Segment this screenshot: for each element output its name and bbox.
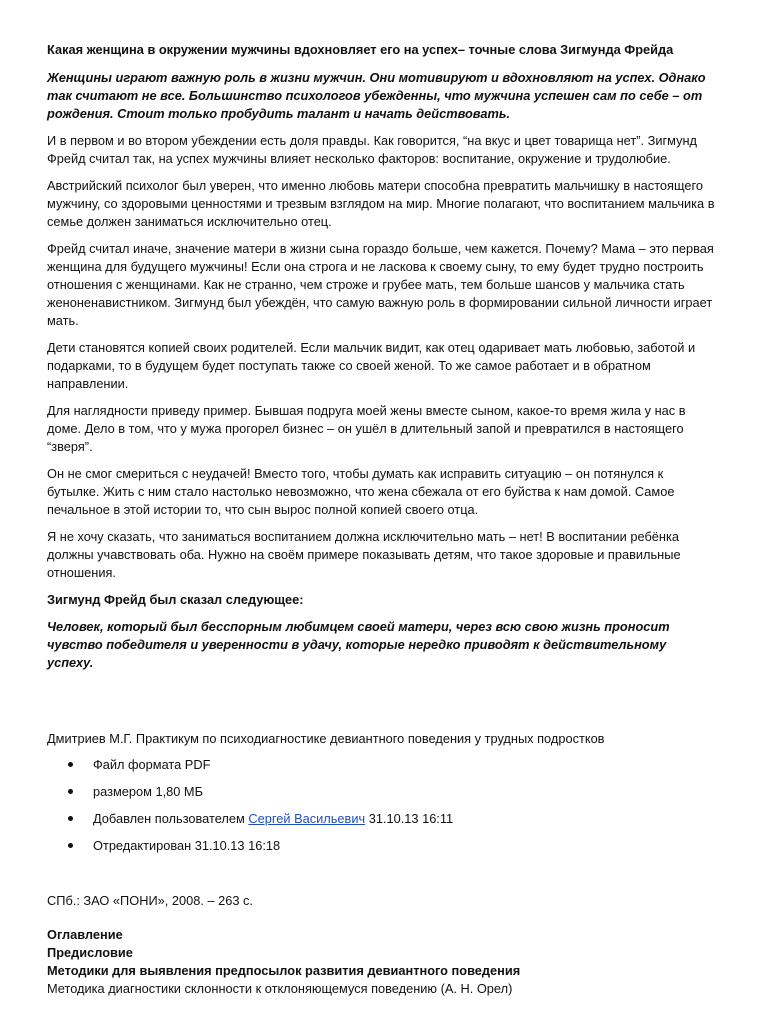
article-paragraph-5: Для наглядности приведу пример. Бывшая подруга моей жены вместе сыном, какое-то время жила у нас в доме. Дело в том, что у мужа прогорел бизнес – он ушёл в длительный запой и превратился в настоящего “зверя”. <box>47 403 686 454</box>
file-info-list <box>47 756 716 855</box>
spacer <box>47 681 716 730</box>
user-profile-link[interactable]: Сергей Васильевич <box>248 811 366 826</box>
toc-item-preface: Предисловие <box>47 945 133 960</box>
toc-heading: Оглавление <box>47 927 123 942</box>
publisher-line: СПб.: ЗАО «ПОНИ», 2008. – 263 с. <box>47 893 253 908</box>
bullet-icon <box>68 816 73 821</box>
file-added-item <box>47 810 716 828</box>
article-lead: Женщины играют важную роль в жизни мужчин. Они мотивируют и вдохновляют на успех. Однако так считают не все. Большинство психологов убежденны, что мужчина успешен сам по себе – от рождения. Стоит только пробудить талант и начать действовать. <box>47 70 706 121</box>
article-title: Какая женщина в окружении мужчины вдохновляет его на успех– точные слова Зигмунда Фрейда <box>47 42 674 57</box>
bullet-icon <box>68 789 73 794</box>
file-added-date: 31.10.13 16:11 <box>368 811 454 826</box>
spacer <box>47 864 716 892</box>
bullet-icon <box>68 843 73 848</box>
file-edited-text: Отредактирован 31.10.13 16:18 <box>93 838 281 853</box>
article-paragraph-4: Дети становятся копией своих родителей. Если мальчик видит, как отец одаривает мать любовью, заботой и подарками, то в будущем будет поступать также со своей женой. То же самое работает и в обратном направлении. <box>47 340 696 391</box>
freud-quote: Человек, который был бесспорным любимцем своей матери, через всю свою жизнь проносит чувство победителя и уверенности в удачу, которые нередко приводят к действительному успеху. <box>47 619 670 670</box>
toc-item-methods: Методики для выявления предпосылок развития девиантного поведения <box>47 963 521 978</box>
article-paragraph-2: Австрийский психолог был уверен, что именно любовь матери способна превратить мальчишку в настоящего мужчину, со здоровыми ценностями и трезвым взглядом на мир. Многие полагают, что воспитанием мальчика в семье должен заниматься исключительно отец. <box>47 178 715 229</box>
quote-intro: Зигмунд Фрейд был сказал следующее: <box>47 592 304 607</box>
file-format-item <box>47 756 716 774</box>
file-size-item <box>47 783 716 801</box>
article-paragraph-1: И в первом и во втором убеждении есть доля правды. Как говорится, “на вкус и цвет товарища нет”. Зигмунд Фрейд считал так, на успех мужчины влияет несколько факторов: воспитание, окружение и трудолюбие. <box>47 133 698 166</box>
article-paragraph-7: Я не хочу сказать, что заниматься воспитанием должна исключительно мать – нет! В воспитании ребёнка должны учавствовать оба. Нужно на своём примере показывать детям, что такое здоровые и правильные отношения. <box>47 529 681 580</box>
article-paragraph-6: Он не смог смериться с неудачей! Вместо того, чтобы думать как исправить ситуацию – он потянулся к бутылке. Жить с ним стало настолько невозможно, что жена сбежала от его буйства к нам домой. Самое печальное в этой истории то, что сын вырос полной копией своего отца. <box>47 466 675 517</box>
file-added-prefix: Добавлен пользователем <box>93 811 245 826</box>
file-edited-item <box>47 837 716 855</box>
spacer <box>47 918 716 926</box>
file-size-text: размером 1,80 МБ <box>93 784 203 799</box>
article-paragraph-3: Фрейд считал иначе, значение матери в жизни сына гораздо больше, чем кажется. Почему? Мама – это первая женщина для будущего мужчины! Если она строга и не ласкова к своему сыну, то ему будет трудно построить отношения с женщинами. Как не странно, чем строже и грубее мать, тем больше шансов у мальчика стать женоненавистником. Зигмунд был убеждён, что самую важную роль в формировании сильной личности играет мать. <box>47 241 714 328</box>
file-format-text: Файл формата PDF <box>93 757 211 772</box>
book-reference: Дмитриев М.Г. Практикум по психодиагностике девиантного поведения у трудных подростков <box>47 731 605 746</box>
bullet-icon <box>68 762 73 767</box>
toc-item-orel-method: Методика диагностики склонности к отклоняющемуся поведению (А. Н. Орел) <box>47 981 513 996</box>
